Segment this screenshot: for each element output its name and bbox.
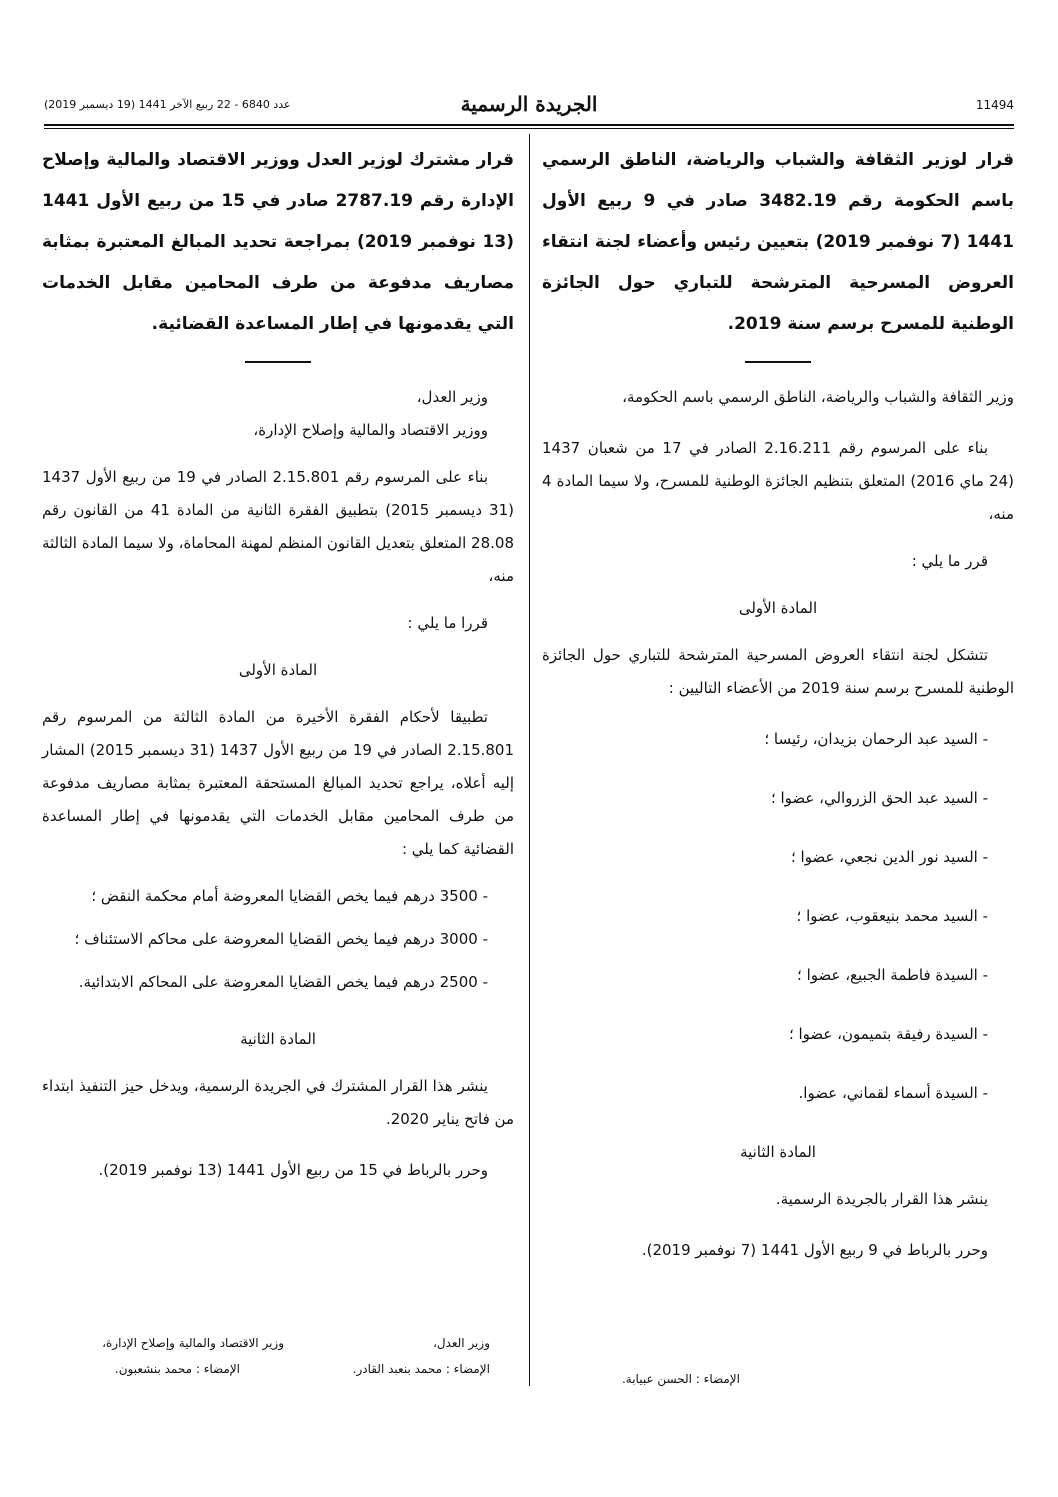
- header-rule-thin: [44, 128, 1014, 129]
- page-number: 11494: [975, 98, 1014, 112]
- left-column: [42, 140, 514, 1187]
- article-1-text: تطبيقا لأحكام الفقرة الأخيرة من المادة الثالثة من المرسوم رقم 2.15.801 الصادر في 19 من ربيع الأول 1437 (31 ديسمبر 2015) المشار إليه أعلاه، يراجع تحديد المبالغ المستحقة المعتبرة بمثابة مصاريف مدفوعة من طرف المحامين مقابل الخدمات التي يقدمونها في إطار المساعدة القضائية كما يلي :: [42, 708, 515, 858]
- list-item: - السيد محمد بنيعقوب، عضوا ؛: [796, 907, 988, 925]
- recital: بناء على المرسوم رقم 2.15.801 الصادر في 19 من ربيع الأول 1437 (31 ديسمبر 2015) بتطبيق الفقرة الثانية من المادة 41 من القانون رقم 28.08 المتعلق بتعديل القانون المنظم لمهنة المحاماة، ولا سيما المادة الثالثة منه،: [41, 468, 514, 585]
- decides-line: قررا ما يلي :: [407, 614, 488, 632]
- column-divider: [529, 134, 530, 1386]
- issuer: وزير الثقافة والشباب والرياضة، الناطق الرسمي باسم الحكومة،: [622, 388, 1014, 406]
- gazette-title: الجريدة الرسمية: [460, 92, 598, 116]
- list-item: - السيدة رفيقة بتميمون، عضوا ؛: [788, 1025, 988, 1043]
- list-item: - السيد عبد الرحمان بزيدان، رئيسا ؛: [764, 730, 988, 748]
- article-2-heading: المادة الثانية: [240, 1030, 316, 1048]
- article-1-heading: المادة الأولى: [738, 599, 818, 617]
- done-at: وحرر بالرباط في 15 من ربيع الأول 1441 (13 نوفمبر 2019).: [98, 1161, 488, 1179]
- list-item: - السيد نور الدين نجعي، عضوا ؛: [791, 848, 988, 866]
- recital: بناء على المرسوم رقم 2.16.211 الصادر في 17 من شعبان 1437 (24 ماي 2016) المتعلق بتنظيم الجائزة الوطنية للمسرح، ولا سيما المادة 4 منه،: [542, 439, 1014, 523]
- decides-line: قرر ما يلي :: [911, 552, 988, 570]
- list-item: - السيدة أسماء لقماني، عضوا.: [798, 1084, 988, 1102]
- article-2-text: ينشر هذا القرار المشترك في الجريدة الرسمية، ويدخل حيز التنفيذ ابتداء من فاتح يناير 2020.: [42, 1077, 514, 1128]
- article-2-heading: المادة الثانية: [740, 1143, 816, 1161]
- page-header: [44, 92, 1014, 122]
- list-item: - 2500 درهم فيما يخص القضايا المعروضة على المحاكم الابتدائية.: [78, 973, 488, 991]
- title-separator: [745, 361, 811, 363]
- decision-title: قرار لوزير الثقافة والشباب والرياضة، الناطق الرسمي باسم الحكومة رقم 3482.19 صادر في 9 ربيع الأول 1441 (7 نوفمبر 2019) بتعيين رئيس وأعضاء لجنة انتقاء العروض المسرحية المترشحة للتباري حول الجائزة الوطنية للمسرح برسم سنة 2019.: [542, 150, 1014, 334]
- article-2-text: ينشر هذا القرار بالجريدة الرسمية.: [775, 1190, 988, 1208]
- signature-name: الإمضاء : محمد بنعبد القادر.: [352, 1362, 490, 1376]
- done-at: وحرر بالرباط في 9 ربيع الأول 1441 (7 نوفمبر 2019).: [641, 1241, 988, 1259]
- signature: [600, 1366, 740, 1392]
- list-item: - 3000 درهم فيما يخص القضايا المعروضة على محاكم الاستئناف ؛: [74, 930, 488, 948]
- signature-finance: [44, 1330, 284, 1382]
- signature-justice: [290, 1330, 490, 1382]
- issue-info: عدد 6840 - 22 ربيع الآخر 1441 (19 ديسمبر 2019): [44, 98, 291, 111]
- article-1-text: تتشكل لجنة انتقاء العروض المسرحية المترشحة للتباري حول الجائزة الوطنية للمسرح برسم سنة 2019 من الأعضاء التاليين :: [542, 646, 1014, 697]
- list-item: - 3500 درهم فيما يخص القضايا المعروضة أمام محكمة النقض ؛: [91, 887, 488, 905]
- signatory-title: وزير الاقتصاد والمالية وإصلاح الإدارة،: [102, 1336, 284, 1350]
- right-column: [542, 140, 1014, 1267]
- issuer-1: وزير العدل،: [416, 388, 488, 406]
- members-list: [542, 723, 1014, 1110]
- signature-name: الإمضاء : محمد بنشعبون.: [114, 1362, 240, 1376]
- amounts-list: [42, 880, 514, 999]
- signatory-title: وزير العدل،: [432, 1336, 490, 1350]
- decision-title: قرار مشترك لوزير العدل ووزير الاقتصاد والمالية وإصلاح الإدارة رقم 2787.19 صادر في 15 من ربيع الأول 1441 (13 نوفمبر 2019) بمراجعة تحديد المبالغ المعتبرة بمثابة مصاريف مدفوعة من طرف المحامين مقابل الخدمات التي يقدمونها في إطار المساعدة القضائية.: [42, 150, 514, 334]
- header-rule-thick: [44, 124, 1014, 126]
- title-separator: [245, 361, 311, 363]
- list-item: - السيد عبد الحق الزروالي، عضوا ؛: [770, 789, 988, 807]
- article-1-heading: المادة الأولى: [238, 661, 318, 679]
- list-item: - السيدة فاطمة الجبيع، عضوا ؛: [797, 966, 988, 984]
- signature-name: الإمضاء : الحسن عبيابة.: [621, 1372, 740, 1386]
- issuer-2: ووزير الاقتصاد والمالية وإصلاح الإدارة،: [253, 421, 488, 439]
